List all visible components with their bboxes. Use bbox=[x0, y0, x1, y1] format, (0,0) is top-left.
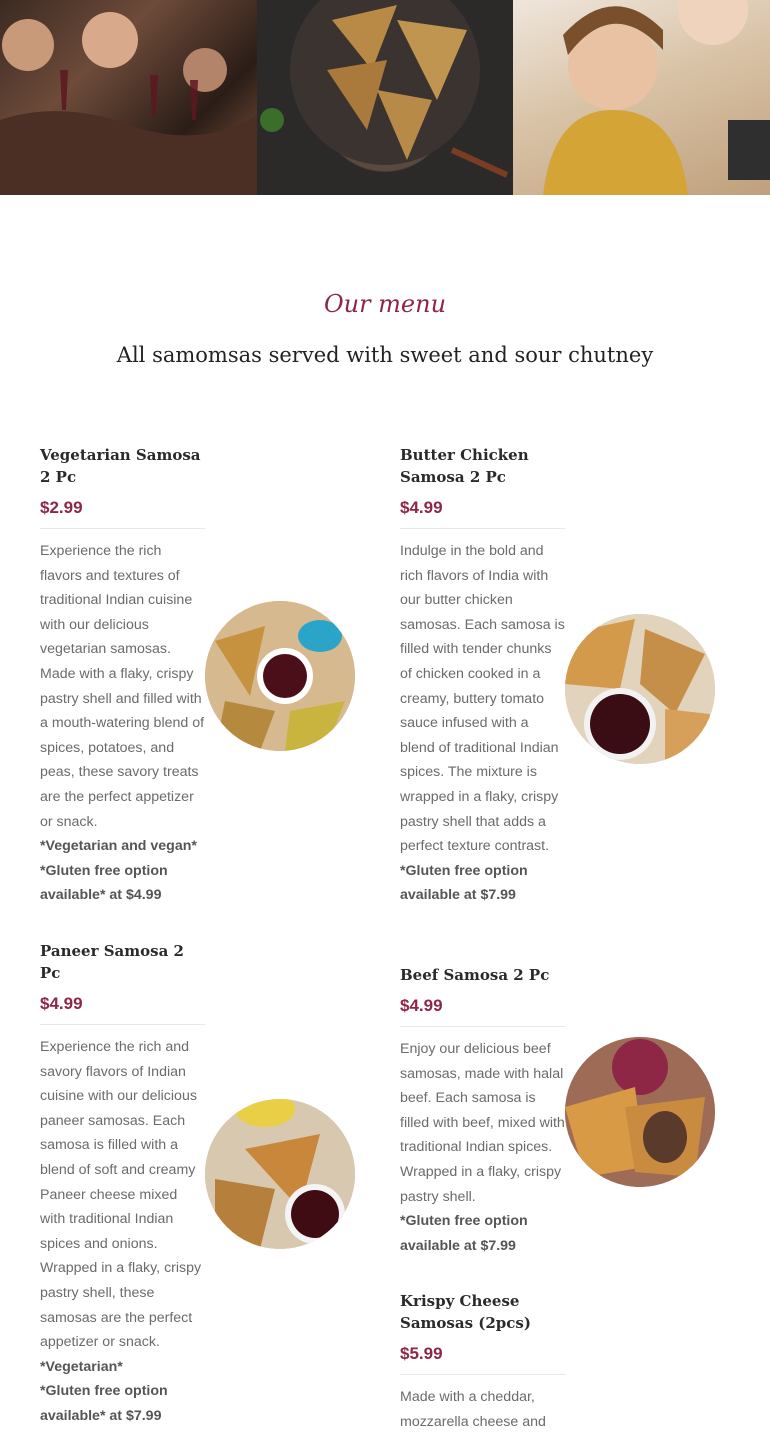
menu-item-krispy-cheese-samosas bbox=[400, 1290, 565, 1434]
menu-item-name: Paneer Samosa 2 Pc bbox=[40, 942, 184, 982]
menu-item-note: *Vegetarian and vegan* bbox=[40, 838, 197, 855]
child-cooking-photo bbox=[513, 0, 770, 195]
menu-item-note: *Gluten free option available at $7.99 bbox=[400, 1213, 528, 1254]
menu-item-price: $4.99 bbox=[40, 994, 205, 1025]
menu-item-note: *Gluten free option available* at $7.99 bbox=[40, 1383, 168, 1424]
menu-item-description: Indulge in the bold and rich flavors of India with our butter chicken samosas. Each samosa is filled with tender chunks of chicken cooked in a creamy, buttery tomato sauce infused with a blend of traditional Indian spices. The mixture is wrapped in a flaky, crispy pastry shell that adds a perfect texture contrast. bbox=[400, 543, 565, 855]
menu-item-description: Made with a cheddar, mozzarella cheese and bbox=[400, 1389, 546, 1430]
people-toasting-photo bbox=[0, 0, 257, 195]
menu-item-description: Experience the rich flavors and textures of traditional Indian cuisine with our delicious vegetarian samosas. Made with a flaky, crispy pastry shell and filled with a mouth-watering blend of spices, potatoes, and peas, these savory treats are the perfect appetizer or snack. bbox=[40, 543, 205, 830]
menu-item-name: Krispy Cheese Samosas (2pcs) bbox=[400, 1292, 531, 1332]
beef-samosa-photo bbox=[565, 1037, 715, 1187]
menu-item-paneer-samosa bbox=[40, 940, 205, 1429]
menu-item-note: *Gluten free option available at $7.99 bbox=[400, 862, 528, 904]
menu-item-name: Beef Samosa 2 Pc bbox=[400, 966, 550, 984]
menu-item-price: $4.99 bbox=[400, 498, 565, 529]
menu-subtitle: All samomsas served with sweet and sour chutney bbox=[116, 343, 654, 367]
menu-item-name: Butter Chicken Samosa 2 Pc bbox=[400, 446, 529, 486]
menu-item-price: $4.99 bbox=[400, 996, 565, 1027]
menu-item-note: *Gluten free option available* at $4.99 bbox=[40, 862, 168, 904]
menu-item-note: *Vegetarian* bbox=[40, 1358, 123, 1375]
menu-item-price: $5.99 bbox=[400, 1344, 565, 1375]
menu-item-beef-samosa bbox=[400, 964, 565, 1258]
vegetarian-samosa-photo bbox=[205, 601, 355, 751]
paneer-samosa-photo bbox=[205, 1099, 355, 1249]
menu-item-name: Vegetarian Samosa 2 Pc bbox=[40, 446, 201, 486]
menu-item-description: Experience the rich and savory flavors of Indian cuisine with our delicious paneer samosas. Each samosa is filled with a blend of soft and creamy Paneer cheese mixed with traditional Indian spices and onions. Wrapped in a flaky, crispy pastry shell, these samosas are the perfect appetizer or snack. bbox=[40, 1039, 202, 1351]
butter-chicken-samosa-photo bbox=[565, 614, 715, 764]
menu-item-vegetarian-samosa bbox=[40, 444, 205, 908]
menu-item-butter-chicken-samosa bbox=[400, 444, 565, 908]
menu-item-price: $2.99 bbox=[40, 498, 205, 529]
menu-item-description: Enjoy our delicious beef samosas, made with halal beef. Each samosa is filled with beef, mixed with traditional Indian spices. Wrapped in a flaky, crispy pastry shell. bbox=[400, 1041, 565, 1205]
menu-eyebrow-title: Our menu bbox=[323, 290, 447, 318]
hero-image-strip bbox=[0, 0, 770, 195]
samosa-plate-photo bbox=[257, 0, 513, 195]
